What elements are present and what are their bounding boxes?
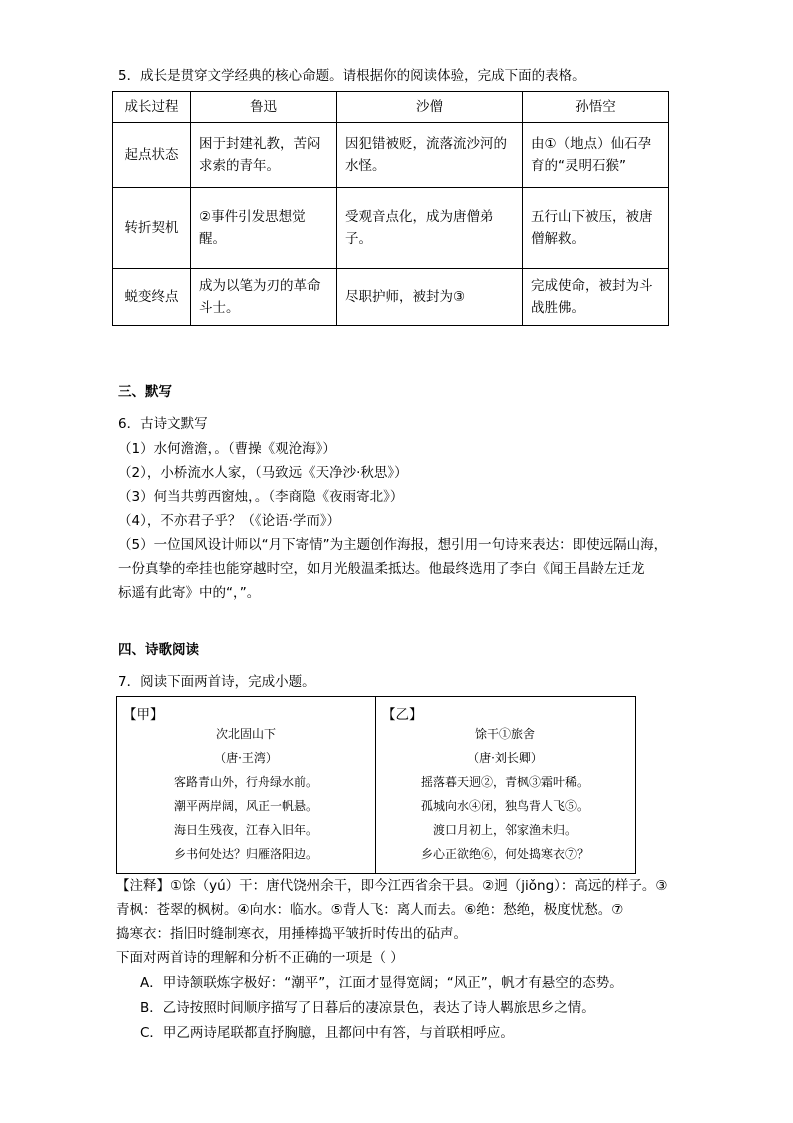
poem-tag: 【乙】 [382,707,423,723]
recitation-item: （2），小桥流水人家，（马致远《天净沙·秋思》） [118,465,408,481]
poem-notes: 捣寒衣：指旧时缝制寒衣，用捶棒捣平皱折时传出的砧声。 [116,926,467,942]
section4-title: 四、诗歌阅读 [118,642,199,658]
recitation-item: （1）水何澹澹，。（曹操《观沧海》） [118,441,336,457]
table-header-cell: 鲁迅 [191,92,337,123]
table-row [113,188,669,269]
table-cell: 困于封建礼教，苦闷求索的青年。 [191,123,337,188]
table-header-cell: 成长过程 [113,92,191,123]
q7-title: 7．阅读下面两首诗，完成小题。 [118,674,316,690]
table-header-cell: 孙悟空 [523,92,669,123]
poem-line: 渡口月初上，邻家渔未归。 [432,823,577,837]
option-b: B．乙诗按照时间顺序描写了日暮后的凄凉景色，表达了诗人羁旅思乡之情。 [140,1000,595,1016]
recitation-item: （4），不亦君子乎？（《论语·学而》） [118,513,341,529]
table-header-cell: 沙僧 [337,92,523,123]
table-cell: ②事件引发思想觉醒。 [191,188,337,269]
recitation-item: 一份真挚的牵挂也能穿越时空，如月光般温柔抵达。他最终选用了李白《闻王昌龄左迁龙 [118,561,645,577]
section3-title: 三、默写 [118,384,172,400]
question-stem: 下面对两首诗的理解和分析不正确的一项是（ ） [116,950,404,966]
poem-title: 次北固山下 [215,727,276,741]
poem-yi [376,697,634,873]
recitation-item: （3）何当共剪西窗烛，。（李商隐《夜雨寄北》） [118,489,404,505]
poem-line: 乡心正欲绝⑥，何处捣寒衣⑦？ [420,847,589,861]
poem-line: 摇落暮天迥②，青枫③霜叶稀。 [420,775,589,789]
q5-prompt: 5．成长是贯穿文学经典的核心命题。请根据你的阅读体验，完成下面的表格。 [118,68,586,84]
recitation-item: （5）一位国风设计师以“月下寄情”为主题创作海报，想引用一句诗来表达：即使远隔山海， [118,537,668,553]
table-row [113,123,669,188]
recitation-item: 标遥有此寄》中的“，”。 [118,585,261,601]
q6-title: 6．古诗文默写 [118,416,208,432]
poem-author: （唐·刘长卿） [467,751,543,765]
poem-author: （唐·王湾） [214,751,278,765]
table-header-row [113,92,669,123]
poem-line: 孤城向水④闭，独鸟背人飞⑤。 [420,799,589,813]
poem-title: 馀干①旅舍 [474,727,535,741]
poem-line: 海日生残夜，江春入旧年。 [173,823,318,837]
poem-tag: 【甲】 [123,707,164,723]
row-label: 转折契机 [113,188,191,269]
poem-notes: 【注释】①馀（yú）干：唐代饶州余干，即今江西省余干县。②迥（jiǒng）：高远的样子。③ [116,878,668,894]
table-cell: 五行山下被压，被唐僧解救。 [523,188,669,269]
poem-jia [117,697,375,873]
growth-table [112,91,669,326]
poem-line: 潮平两岸阔，风正一帆悬。 [173,799,318,813]
table-cell: 因犯错被贬，流落流沙河的水怪。 [337,123,523,188]
table-cell: 由①（地点）仙石孕育的“灵明石猴” [523,123,669,188]
poem-box [116,696,636,874]
poem-line: 乡书何处达？归雁洛阳边。 [173,847,318,861]
poem-line: 客路青山外，行舟绿水前。 [173,775,318,789]
table-cell: 受观音点化，成为唐僧弟子。 [337,188,523,269]
table-cell: 尽职护师，被封为③ [337,269,523,326]
option-c: C．甲乙两诗尾联都直抒胸臆，且都问中有答，与首联相呼应。 [140,1025,514,1041]
table-cell: 成为以笔为刃的革命斗士。 [191,269,337,326]
row-label: 蜕变终点 [113,269,191,326]
table-cell: 完成使命，被封为斗战胜佛。 [523,269,669,326]
poem-notes: 青枫：苍翠的枫树。④向水：临水。⑤背人飞：离人而去。⑥绝：愁绝，极度忧愁。⑦ [116,902,624,918]
row-label: 起点状态 [113,123,191,188]
option-a: A．甲诗颔联炼字极好：“潮平”，江面才显得宽阔；“风正”，帆才有悬空的态势。 [140,975,623,991]
table-row [113,269,669,326]
